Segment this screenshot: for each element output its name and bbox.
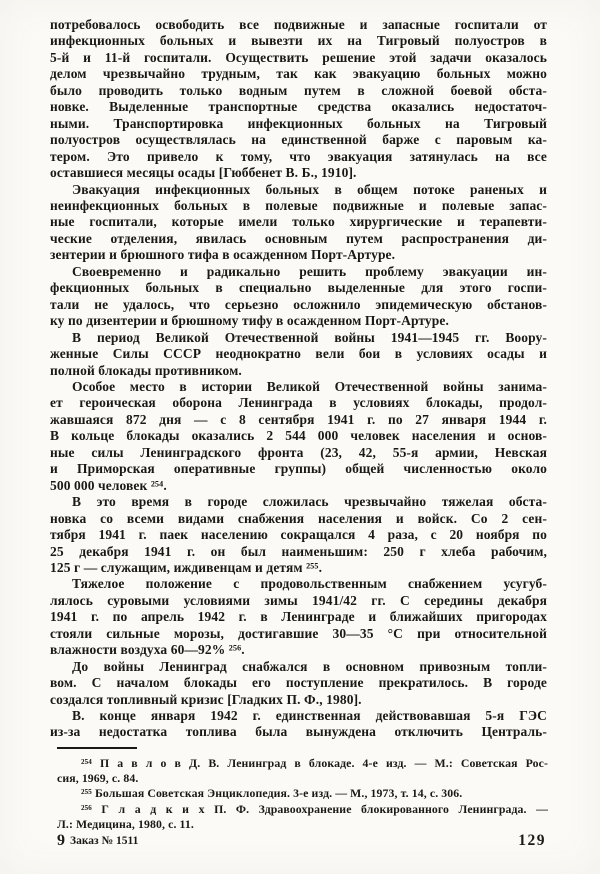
text-line: Тяжелое положение с продовольственным снабжением усугуб- [72, 576, 547, 592]
text-line: жавшаяся 872 дня — с 8 сентября 1941 г. по 27 января 1944 г. [50, 411, 547, 427]
footnote-item [57, 756, 548, 786]
text-line: полуостров осуществлялась на единственной барже с паровым ка- [50, 132, 547, 148]
text-line: ет героическая оборона Ленинграда в условиях блокады, продол- [50, 395, 547, 411]
text-line: В кольце блокады оказались 2 544 000 человек населения и основ- [50, 428, 547, 444]
text-line: тали не удалось, что серьезно осложнило эпидемическую обстанов- [50, 296, 547, 312]
signature-number: 9 [57, 832, 65, 849]
text-line: потребовалось освободить все подвижные и запасные госпитали от [50, 17, 547, 32]
paragraph [50, 17, 547, 182]
footnote-item [57, 802, 548, 832]
paragraph [50, 708, 547, 741]
footnote-line: сия, 1969, с. 84. [57, 771, 139, 786]
text-line: стояли сильные морозы, достигавшие 30—35 °С при относительной [50, 625, 547, 641]
text-line: тером. Это привело к тому, что эвакуация затянулась на все [50, 148, 547, 164]
text-line: делом чрезвычайно трудным, так как эвакуацию больных можно [50, 66, 547, 82]
text-line: ными. Транспортировка инфекционных больных на Тигровый [50, 115, 547, 131]
text-line: ческие отделения, явилась основным путем распространения ди- [50, 230, 547, 246]
text-line: влажности воздуха 60—92% ²⁵⁶. [50, 642, 245, 658]
text-line: 1941 г. по апрель 1942 г. в Ленинграде и ближайших пригородах [50, 609, 547, 625]
text-line: и Приморская оперативные группы) общей численностью около [50, 461, 547, 477]
text-line: инфекционных больных и вывезти их на Тигровый полуостров в [50, 33, 547, 49]
paragraph [50, 494, 547, 576]
text-line: 500 000 человек ²⁵⁴. [50, 477, 167, 493]
paragraph [50, 264, 547, 330]
print-signature [57, 832, 138, 850]
text-line: новка со всеми видами снабжения населения и войск. Со 2 сен- [50, 510, 547, 526]
text-line: новке. Выделенные транспортные средства оказались недостаточ- [50, 99, 547, 115]
text-line: ные силы Ленинградского фронта (23, 42, 55-я армии, Невская [50, 444, 547, 460]
footnote-line: ²⁵⁴ П а в л о в Д. В. Ленинград в блокаде. 4-е изд. — М.: Советская Рос- [81, 756, 548, 770]
paragraph [50, 659, 547, 708]
text-line: женные Силы СССР неоднократно вели бои в условиях осады и [50, 346, 547, 362]
text-line: До войны Ленинград снабжался в основном привозным топли- [72, 658, 547, 674]
text-line: лялось суровыми условиями зимы 1941/42 гг. С середины декабря [50, 592, 547, 608]
footnote-item [57, 786, 548, 801]
text-line: неинфекционных больных в полевые подвижные и полевые запас- [50, 197, 547, 213]
text-line: полной блокады противником. [50, 362, 242, 378]
text-line: В период Великой Отечественной войны 1941—1945 гг. Воору- [72, 329, 547, 345]
text-line: было проводить только водным путем в сложной боевой обста- [50, 82, 547, 98]
footnote-line: ²⁵⁶ Г л а д к и х П. Ф. Здравоохранение блокированного Ленинграда. — [81, 801, 548, 816]
text-line: ку по дизентерии и брюшному тифу в осажденном Порт-Артуре. [50, 313, 449, 329]
footnotes [57, 756, 548, 832]
order-number: Заказ № 1511 [70, 835, 139, 847]
text-line: ные госпитали, которые имели только хирургические и терапевти- [50, 214, 547, 230]
text-line: из-за недостатка топлива была вынуждена отключить Централь- [50, 724, 547, 740]
text-line: вом. С началом блокады его поступление прекратилось. В городе [50, 675, 547, 691]
text-line: 125 г — служащим, иждивенцам и детям ²⁵⁵. [50, 559, 323, 575]
footnote-line: Л.: Медицина, 1980, с. 11. [57, 816, 194, 831]
body-text [50, 17, 547, 741]
text-line: Своевременно и радикально решить проблему эвакуации ин- [72, 263, 547, 279]
text-line: создался топливный кризис [Гладких П. Ф., 1980]. [50, 691, 362, 707]
paragraph [50, 576, 547, 658]
text-line: В. конце января 1942 г. единственная действовавшая 5-я ГЭС [72, 708, 547, 724]
text-line: 5-й и 11-й госпитали. Осуществить решение этой задачи оказалось [50, 49, 547, 65]
text-line: Особое место в истории Великой Отечественной войны занима- [72, 378, 547, 394]
paragraph [50, 330, 547, 379]
text-line: В это время в городе сложилась чрезвычайно тяжелая обста- [72, 494, 547, 510]
footnote-line: ²⁵⁵ Большая Советская Энциклопедия. 3-е изд. — М., 1973, т. 14, с. 306. [81, 786, 463, 801]
text-line: оставшиеся месяцы осады [Гюббенет В. Б., 1910]. [50, 165, 357, 181]
page-number: 129 [518, 832, 546, 849]
footnote-divider [57, 747, 137, 749]
text-line: Эвакуация инфекционных больных в общем потоке раненых и [72, 181, 547, 197]
paragraph [50, 182, 547, 264]
paragraph [50, 379, 547, 494]
text-line: 25 декабря 1941 г. он был наименьшим: 250 г хлеба рабочим, [50, 543, 547, 559]
text-line: тября 1941 г. паек населению сокращался 4 раза, с 20 ноября по [50, 527, 547, 543]
text-line: зентерии и брюшного тифа в осажденном Порт-Артуре. [50, 247, 396, 263]
text-line: фекционных больных в специально выделенные для этого госпи- [50, 280, 547, 296]
